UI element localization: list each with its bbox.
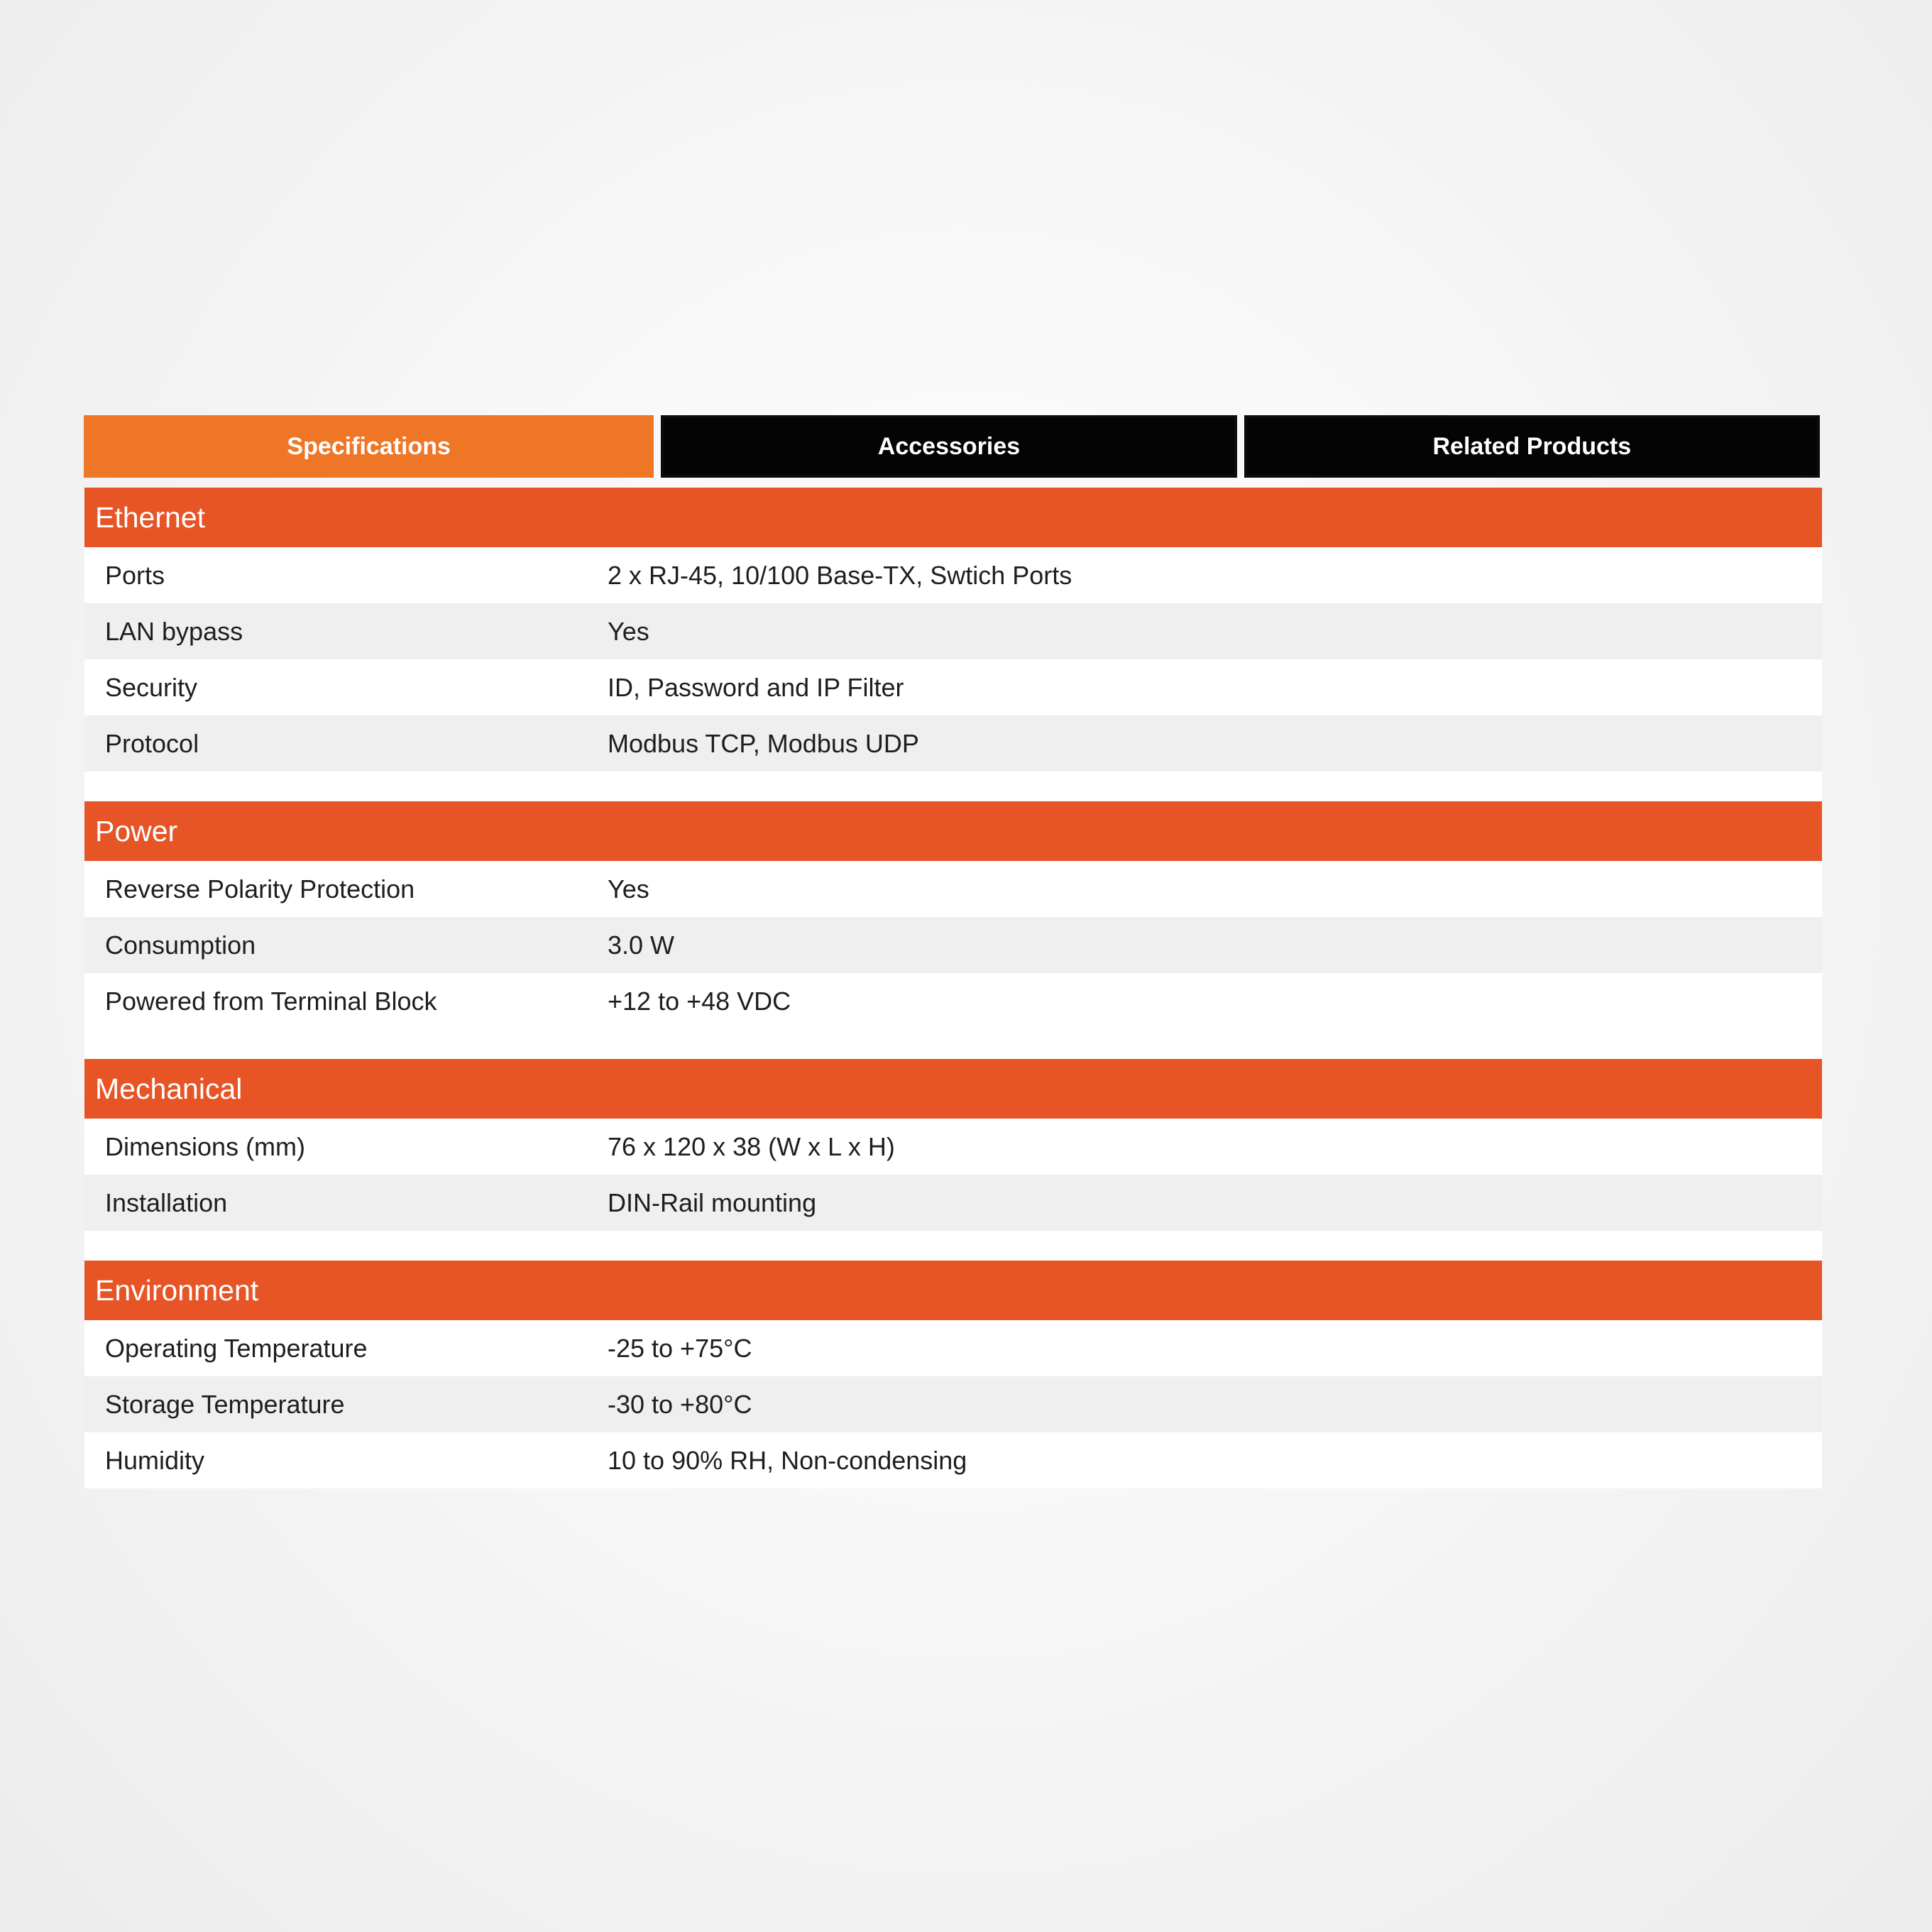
spec-row-protocol: [84, 715, 1822, 772]
spec-label: Protocol: [105, 728, 199, 758]
section-spacer: [84, 1231, 1822, 1261]
section-header-mechanical: Mechanical: [84, 1059, 1822, 1119]
spec-row-operating-temperature: [84, 1320, 1822, 1376]
tab-related-products[interactable]: Related Products: [1244, 415, 1820, 478]
product-tabs: [84, 415, 1820, 478]
section-header-power: Power: [84, 801, 1822, 861]
spec-value: -25 to +75°C: [608, 1333, 752, 1363]
spec-label: Powered from Terminal Block: [105, 986, 437, 1016]
spec-value: +12 to +48 VDC: [608, 986, 791, 1016]
spec-row-installation: [84, 1175, 1822, 1231]
spec-row-dimensions: [84, 1119, 1822, 1175]
spec-value: 2 x RJ-45, 10/100 Base-TX, Swtich Ports: [608, 560, 1072, 590]
spec-label: LAN bypass: [105, 616, 243, 646]
spec-value: Yes: [608, 616, 649, 646]
section-header-environment: Environment: [84, 1261, 1822, 1320]
spec-value: DIN-Rail mounting: [608, 1187, 817, 1217]
spec-row-consumption: [84, 917, 1822, 973]
section-spacer: [84, 1029, 1822, 1059]
spec-label: Storage Temperature: [105, 1389, 345, 1419]
spec-row-powered-from: [84, 973, 1822, 1029]
spec-label: Installation: [105, 1187, 228, 1217]
spec-label: Operating Temperature: [105, 1333, 368, 1363]
spec-row-ports: [84, 547, 1822, 603]
section-spacer: [84, 772, 1822, 801]
spec-label: Dimensions (mm): [105, 1131, 306, 1161]
spec-value: -30 to +80°C: [608, 1389, 752, 1419]
tab-accessories[interactable]: Accessories: [661, 415, 1236, 478]
spec-label: Security: [105, 672, 198, 702]
spec-row-lan-bypass: [84, 603, 1822, 659]
spec-value: 10 to 90% RH, Non-condensing: [608, 1445, 967, 1475]
spec-label: Ports: [105, 560, 165, 590]
spec-row-reverse-polarity: [84, 861, 1822, 917]
spec-value: 3.0 W: [608, 930, 675, 960]
specifications-table: [84, 488, 1822, 1488]
spec-value: ID, Password and IP Filter: [608, 672, 904, 702]
spec-value: 76 x 120 x 38 (W x L x H): [608, 1131, 895, 1161]
tab-specifications[interactable]: Specifications: [84, 415, 654, 478]
section-header-ethernet: Ethernet: [84, 488, 1822, 547]
spec-value: Modbus TCP, Modbus UDP: [608, 728, 919, 758]
spec-label: Consumption: [105, 930, 256, 960]
spec-value: Yes: [608, 874, 649, 904]
spec-row-humidity: [84, 1432, 1822, 1488]
spec-label: Humidity: [105, 1445, 205, 1475]
spec-row-security: [84, 659, 1822, 715]
spec-label: Reverse Polarity Protection: [105, 874, 415, 904]
spec-row-storage-temperature: [84, 1376, 1822, 1432]
